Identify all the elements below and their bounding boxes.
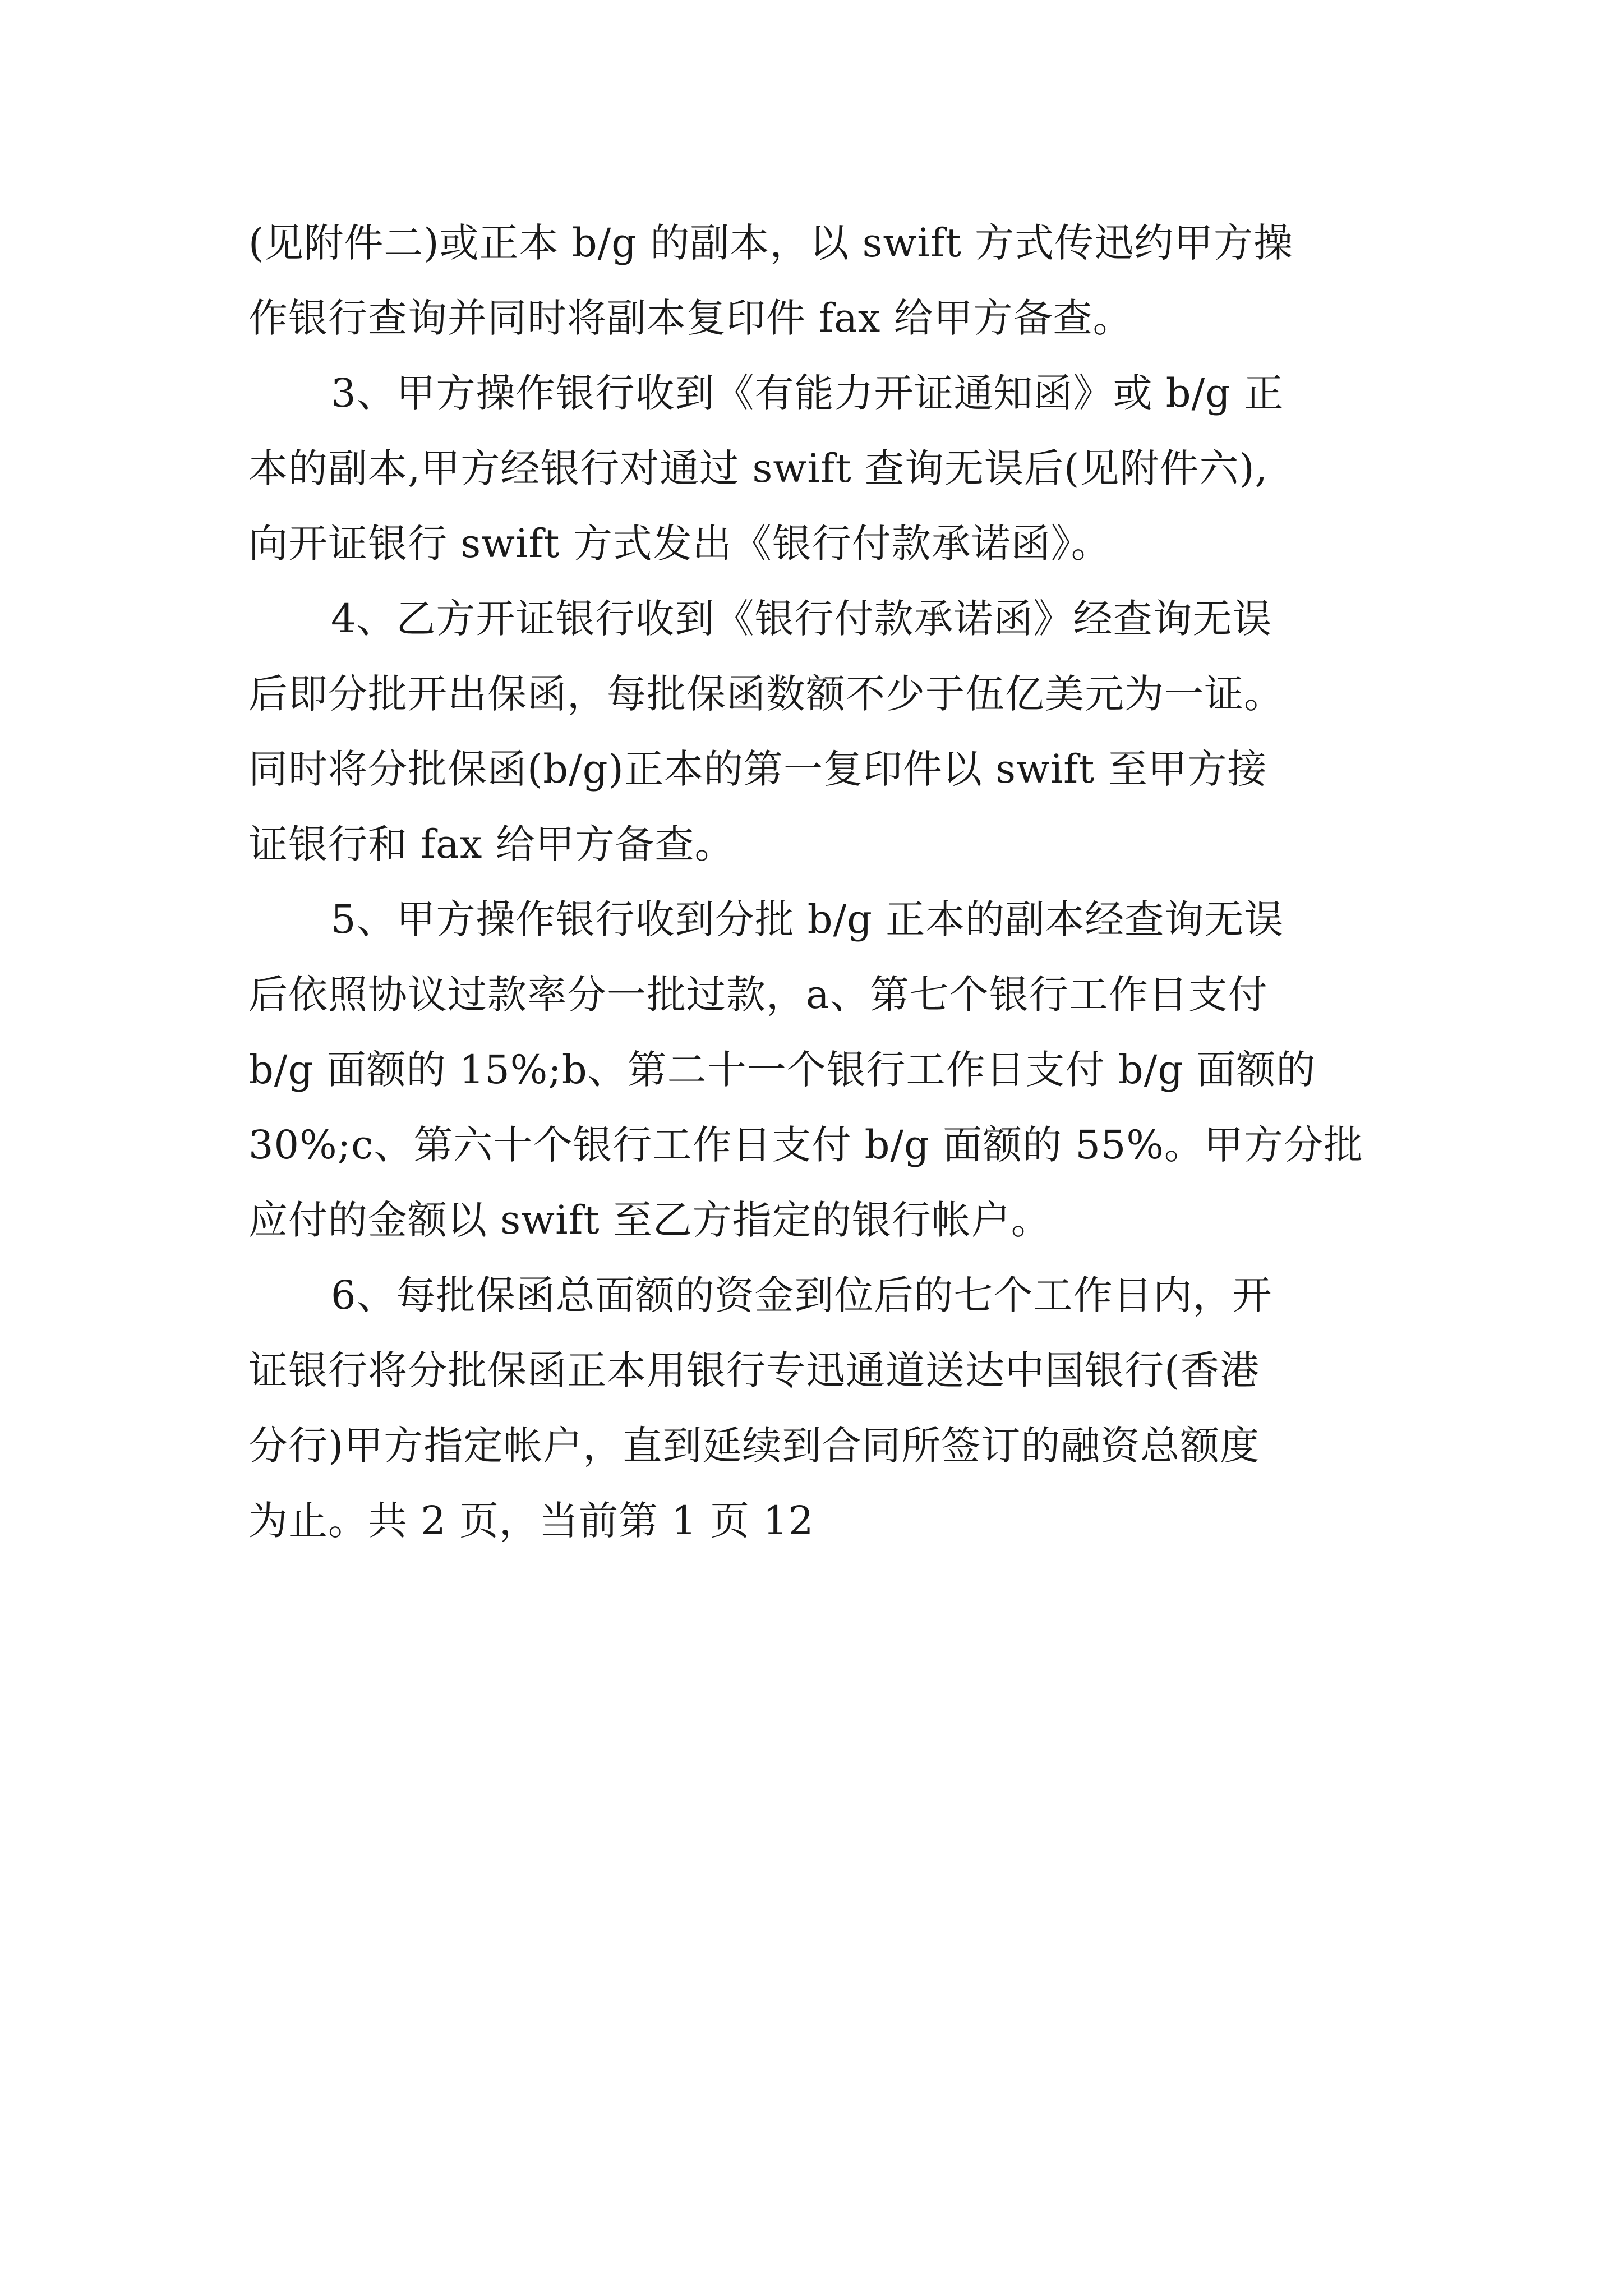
- text-line: 向开证银行 swift 方式发出《银行付款承诺函》。: [248, 521, 1111, 567]
- text-line: 分行)甲方指定帐户，直到延续到合同所签订的融资总额度: [248, 1423, 1260, 1469]
- text-line: 作银行查询并同时将副本复印件 fax 给甲方备查。: [248, 295, 1133, 341]
- text-line: 证银行将分批保函正本用银行专迅通道送达中国银行(香港: [248, 1347, 1260, 1393]
- text-line: 证银行和 fax 给甲方备查。: [248, 821, 735, 867]
- text-line: (见附件二)或正本 b/g 的副本，以 swift 方式传迅约甲方操: [248, 220, 1294, 266]
- text-line: 本的副本,甲方经银行对通过 swift 查询无误后(见附件六),: [248, 445, 1268, 491]
- text-line: 同时将分批保函(b/g)正本的第一复印件以 swift 至甲方接: [248, 746, 1267, 792]
- paragraph-5-start: 5、甲方操作银行收到分批 b/g 正本的副本经查询无误: [331, 896, 1284, 942]
- text-line-page-info: 为止。共 2 页，当前第 1 页 12: [248, 1498, 814, 1544]
- text-line: 后即分批开出保函，每批保函数额不少于伍亿美元为一证。: [248, 671, 1284, 717]
- text-line: 后依照协议过款率分一批过款，a、第七个银行工作日支付: [248, 972, 1268, 1018]
- text-line: b/g 面额的 15%;b、第二十一个银行工作日支付 b/g 面额的: [248, 1047, 1316, 1093]
- paragraph-4-start: 4、乙方开证银行收到《银行付款承诺函》经查询无误: [331, 596, 1272, 642]
- paragraph-6-start: 6、每批保函总面额的资金到位后的七个工作日内，开: [331, 1272, 1272, 1318]
- paragraph-3-start: 3、甲方操作银行收到《有能力开证通知函》或 b/g 正: [331, 370, 1284, 416]
- text-line: 30%;c、第六十个银行工作日支付 b/g 面额的 55%。甲方分批: [248, 1122, 1363, 1168]
- text-line: 应付的金额以 swift 至乙方指定的银行帐户。: [248, 1197, 1051, 1243]
